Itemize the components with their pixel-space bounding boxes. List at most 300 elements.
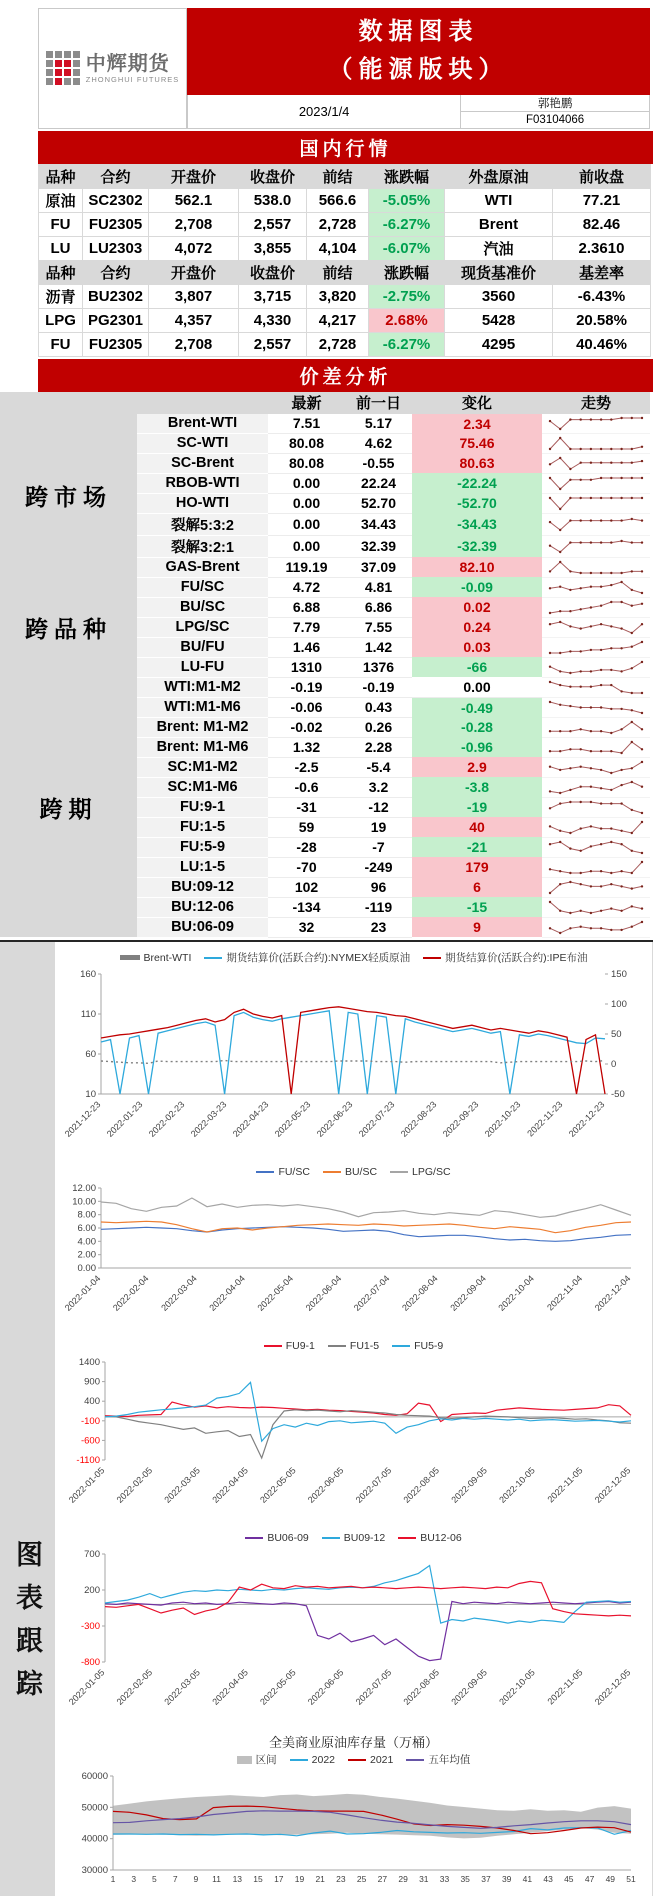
svg-text:4.00: 4.00	[77, 1236, 96, 1248]
chart-fu-calendar-spreads	[55, 1338, 652, 1527]
svg-text:13: 13	[232, 1873, 243, 1884]
svg-text:12.00: 12.00	[72, 1182, 96, 1194]
spread-name: BU:12-06	[137, 897, 268, 917]
svg-text:11: 11	[212, 1873, 222, 1884]
column-header: 前结	[307, 164, 369, 188]
quote-cell: 566.6	[307, 188, 369, 212]
legend-label: 区间	[255, 1754, 277, 1767]
legend-label: BU09-12	[343, 1531, 386, 1544]
spread-name: SC-WTI	[137, 433, 268, 453]
legend-item	[290, 1754, 335, 1766]
spread-prev: -7	[345, 837, 412, 857]
column-header: 合约	[83, 260, 149, 284]
chart-legend	[55, 1338, 652, 1354]
column-header: 涨跌幅	[369, 260, 445, 284]
spread-latest: -134	[268, 897, 345, 917]
spread-name: RBOB-WTI	[137, 473, 268, 493]
svg-text:39: 39	[501, 1873, 512, 1884]
spread-trend	[542, 817, 650, 837]
chart-legend	[55, 1752, 652, 1768]
svg-text:2022-12-04: 2022-12-04	[592, 1273, 633, 1313]
quote-cell: 5428	[445, 308, 553, 332]
svg-text:2022-11-05: 2022-11-05	[545, 1667, 585, 1707]
quote-cell: 4295	[445, 332, 553, 356]
series-IPE布油	[101, 1007, 605, 1094]
svg-text:35: 35	[460, 1873, 470, 1884]
spread-trend	[542, 637, 650, 657]
spread-name: HO-WTI	[137, 493, 268, 513]
svg-text:-800: -800	[80, 1656, 100, 1668]
svg-text:47: 47	[584, 1873, 595, 1884]
svg-text:43: 43	[543, 1873, 553, 1884]
legend-item	[390, 1166, 451, 1178]
spread-prev: 5.17	[345, 414, 412, 434]
spread-change: -21	[412, 837, 542, 857]
spread-prev: 34.43	[345, 513, 412, 535]
logo-text	[86, 54, 180, 84]
spread-row	[0, 677, 650, 697]
svg-text:2022-05-05: 2022-05-05	[258, 1667, 298, 1707]
svg-text:49: 49	[605, 1873, 616, 1884]
svg-text:2022-09-05: 2022-09-05	[449, 1667, 489, 1707]
trend-sparkline	[548, 860, 644, 875]
change-pct-cell: -6.27%	[369, 212, 445, 236]
trend-sparkline	[548, 660, 644, 675]
spread-latest: -28	[268, 837, 345, 857]
spread-name: FU:1-5	[137, 817, 268, 837]
legend-item	[323, 1166, 377, 1178]
spread-name: Brent-WTI	[137, 414, 268, 434]
column-header: 现货基准价	[445, 260, 553, 284]
legend-item	[392, 1340, 443, 1352]
spread-change: -0.49	[412, 697, 542, 717]
spread-trend	[542, 917, 650, 937]
svg-text:2022-09-23: 2022-09-23	[440, 1099, 481, 1139]
spread-latest: 0.00	[268, 493, 345, 513]
spread-change: 2.9	[412, 757, 542, 777]
spread-change: -32.39	[412, 535, 542, 557]
spread-latest: -0.19	[268, 677, 345, 697]
svg-text:2022-09-04: 2022-09-04	[448, 1273, 488, 1313]
spread-change: -52.70	[412, 493, 542, 513]
trend-sparkline	[548, 600, 644, 615]
svg-text:7: 7	[172, 1873, 178, 1884]
chart-tracking-section	[0, 940, 653, 1896]
quote-cell: 3560	[445, 284, 553, 308]
domestic-quotes-table	[38, 164, 651, 357]
spread-change: 6	[412, 877, 542, 897]
series-Brent-WTI	[101, 1060, 605, 1063]
svg-text:2022-05-04: 2022-05-04	[255, 1273, 296, 1313]
spread-change: -34.43	[412, 513, 542, 535]
svg-text:2022-02-23: 2022-02-23	[146, 1099, 187, 1139]
spread-prev: 52.70	[345, 493, 412, 513]
legend-item	[256, 1166, 310, 1178]
spread-change: -0.96	[412, 737, 542, 757]
line-swatch	[256, 1171, 274, 1173]
svg-text:2022-09-05: 2022-09-05	[449, 1465, 489, 1505]
trend-sparkline	[548, 740, 644, 755]
quote-cell: 77.21	[553, 188, 651, 212]
spread-trend	[542, 577, 650, 597]
change-pct-cell: -2.75%	[369, 284, 445, 308]
svg-text:2022-10-05: 2022-10-05	[497, 1667, 537, 1707]
spread-latest: 32	[268, 917, 345, 937]
svg-text:2022-01-04: 2022-01-04	[62, 1273, 103, 1313]
svg-text:2022-07-05: 2022-07-05	[353, 1465, 394, 1505]
trend-sparkline	[548, 720, 644, 735]
line-swatch	[264, 1345, 282, 1347]
svg-text:27: 27	[377, 1873, 388, 1884]
svg-text:-100: -100	[80, 1415, 100, 1427]
spread-prev: 23	[345, 917, 412, 937]
svg-text:19: 19	[294, 1873, 305, 1884]
charts-container	[55, 942, 653, 1896]
quote-cell: 4,330	[239, 308, 307, 332]
spread-prev: 4.81	[345, 577, 412, 597]
spread-latest: -31	[268, 797, 345, 817]
legend-label: 期货结算价(活跃合约):NYMEX轻质原油	[226, 952, 411, 965]
trend-sparkline	[548, 840, 644, 855]
svg-text:2022-05-05: 2022-05-05	[258, 1465, 298, 1505]
quote-cell: 2.3610	[553, 236, 651, 260]
line-swatch	[348, 1759, 366, 1761]
trend-sparkline	[548, 640, 644, 655]
spread-name: LPG/SC	[137, 617, 268, 637]
svg-text:25: 25	[356, 1873, 367, 1884]
quote-cell: 3,820	[307, 284, 369, 308]
column-header: 收盘价	[239, 164, 307, 188]
trend-sparkline	[548, 436, 644, 451]
spread-prev: -0.19	[345, 677, 412, 697]
svg-text:2022-08-05: 2022-08-05	[401, 1465, 442, 1505]
spread-prev: 0.43	[345, 697, 412, 717]
section-banner-spread: 价差分析	[38, 359, 653, 392]
spread-trend	[542, 717, 650, 737]
spread-analysis-table	[0, 392, 650, 938]
spread-latest: 4.72	[268, 577, 345, 597]
spread-change: -22.24	[412, 473, 542, 493]
trend-sparkline	[548, 620, 644, 635]
column-header: 品种	[39, 260, 83, 284]
svg-text:2022-01-23: 2022-01-23	[104, 1099, 145, 1139]
quote-cell: 3,807	[149, 284, 239, 308]
spread-prev: 3.2	[345, 777, 412, 797]
svg-text:50000: 50000	[81, 1802, 108, 1814]
spread-name: LU-FU	[137, 657, 268, 677]
line-swatch	[398, 1537, 416, 1539]
svg-text:8.00: 8.00	[77, 1209, 96, 1221]
trend-sparkline	[548, 580, 644, 595]
legend-item	[348, 1754, 393, 1766]
series-FU/SC	[101, 1226, 631, 1241]
spread-trend	[542, 535, 650, 557]
svg-text:2022-10-05: 2022-10-05	[497, 1465, 537, 1505]
spread-prev: 1.42	[345, 637, 412, 657]
series-LPG/SC	[101, 1198, 631, 1217]
spread-latest: -0.06	[268, 697, 345, 717]
legend-item	[264, 1340, 315, 1352]
spread-trend	[542, 513, 650, 535]
trend-sparkline	[548, 880, 644, 895]
svg-text:2022-02-05: 2022-02-05	[114, 1465, 155, 1505]
quote-row	[39, 308, 651, 332]
svg-text:2022-11-23: 2022-11-23	[525, 1099, 565, 1139]
spread-change: -3.8	[412, 777, 542, 797]
company-name-cn: 中辉期货	[85, 52, 170, 75]
trend-sparkline	[548, 760, 644, 775]
trend-sparkline	[548, 700, 644, 715]
line-swatch	[323, 1171, 341, 1173]
spread-latest: 80.08	[268, 433, 345, 453]
svg-text:23: 23	[336, 1873, 346, 1884]
svg-text:2022-04-23: 2022-04-23	[230, 1099, 271, 1139]
quote-row	[39, 236, 651, 260]
spread-latest: 59	[268, 817, 345, 837]
spread-latest: 1310	[268, 657, 345, 677]
line-swatch	[390, 1171, 408, 1173]
svg-text:37: 37	[481, 1873, 491, 1884]
quote-cell: 2,728	[307, 212, 369, 236]
svg-text:100: 100	[611, 998, 627, 1010]
change-pct-cell: -6.07%	[369, 236, 445, 260]
svg-text:700: 700	[84, 1548, 100, 1560]
report-header	[0, 0, 653, 129]
spread-name: WTI:M1-M6	[137, 697, 268, 717]
column-header: 最新	[268, 392, 345, 414]
quote-cell: 2,728	[307, 332, 369, 356]
quote-cell: 40.46%	[553, 332, 651, 356]
column-header	[137, 392, 268, 414]
logo-mark-icon	[46, 51, 80, 85]
spread-trend	[542, 897, 650, 917]
spread-name: 裂解3:2:1	[137, 535, 268, 557]
svg-text:-1100: -1100	[76, 1454, 100, 1466]
svg-text:200: 200	[84, 1584, 100, 1596]
line-swatch	[204, 957, 222, 959]
svg-text:2022-07-23: 2022-07-23	[356, 1099, 397, 1139]
spread-change: 80.63	[412, 453, 542, 473]
trend-sparkline	[548, 517, 644, 532]
column-header	[0, 392, 137, 414]
chart-us-crude-inventory	[55, 1732, 652, 1893]
spread-trend	[542, 473, 650, 493]
spread-name: FU/SC	[137, 577, 268, 597]
spread-trend	[542, 857, 650, 877]
svg-text:30000: 30000	[81, 1864, 108, 1876]
chart-svg	[55, 1354, 645, 1522]
spread-latest: 0.00	[268, 513, 345, 535]
spread-change: -19	[412, 797, 542, 817]
svg-text:2022-03-04: 2022-03-04	[159, 1273, 199, 1313]
quote-cell: FU	[39, 212, 83, 236]
spread-latest: 1.32	[268, 737, 345, 757]
spread-prev: 0.26	[345, 717, 412, 737]
trend-sparkline	[548, 900, 644, 915]
spread-group-label: 跨市场	[0, 414, 137, 578]
quote-row	[39, 212, 651, 236]
svg-text:2022-03-23: 2022-03-23	[188, 1099, 229, 1139]
svg-text:2022-04-05: 2022-04-05	[210, 1465, 250, 1505]
column-header: 变化	[412, 392, 542, 414]
trend-sparkline	[548, 496, 644, 511]
svg-text:45: 45	[564, 1873, 574, 1884]
svg-text:2022-06-05: 2022-06-05	[305, 1465, 346, 1505]
spread-prev: 1376	[345, 657, 412, 677]
spread-change: -15	[412, 897, 542, 917]
report-title-line2: （能源版块）	[328, 57, 509, 84]
svg-text:2022-01-05: 2022-01-05	[66, 1667, 107, 1707]
chart-section-sidebar	[0, 942, 55, 1896]
trend-sparkline	[548, 416, 644, 431]
report-date: 2023/1/4	[188, 95, 461, 128]
quote-cell: 3,855	[239, 236, 307, 260]
quote-cell: 沥青	[39, 284, 83, 308]
svg-text:60000: 60000	[81, 1770, 108, 1782]
section-banner-domestic: 国内行情	[38, 131, 653, 164]
svg-text:900: 900	[84, 1376, 100, 1388]
legend-item	[406, 1752, 470, 1767]
legend-item	[322, 1532, 385, 1544]
spread-trend	[542, 837, 650, 857]
legend-label: FU1-5	[349, 1339, 380, 1352]
spread-trend	[542, 453, 650, 473]
line-swatch	[245, 1537, 263, 1539]
quote-cell: BU2302	[83, 284, 149, 308]
analyst-cell	[461, 95, 649, 128]
spread-latest: 102	[268, 877, 345, 897]
svg-text:40000: 40000	[81, 1833, 108, 1845]
svg-text:2022-11-04: 2022-11-04	[545, 1273, 585, 1313]
trend-sparkline	[548, 820, 644, 835]
quote-cell: LU2303	[83, 236, 149, 260]
svg-text:60: 60	[85, 1048, 96, 1060]
spread-latest: -70	[268, 857, 345, 877]
thick-swatch	[120, 955, 140, 960]
series-BU/SC	[101, 1221, 631, 1232]
legend-label: FU/SC	[278, 1165, 310, 1178]
spread-latest: 1.46	[268, 637, 345, 657]
svg-text:2022-12-05: 2022-12-05	[592, 1465, 633, 1505]
svg-text:2022-10-23: 2022-10-23	[482, 1099, 523, 1139]
svg-text:2022-08-23: 2022-08-23	[398, 1099, 439, 1139]
svg-text:2022-06-05: 2022-06-05	[305, 1667, 346, 1707]
svg-text:1: 1	[110, 1873, 116, 1884]
spread-trend	[542, 433, 650, 453]
spread-name: BU:09-12	[137, 877, 268, 897]
svg-text:2022-02-04: 2022-02-04	[110, 1273, 151, 1313]
spread-change: -0.28	[412, 717, 542, 737]
line-swatch	[392, 1345, 410, 1347]
column-header: 前一日	[345, 392, 412, 414]
legend-item	[423, 950, 587, 965]
spread-header-row	[0, 392, 650, 414]
spread-latest: -2.5	[268, 757, 345, 777]
quote-cell: 2,708	[149, 212, 239, 236]
column-header: 基差率	[553, 260, 651, 284]
svg-text:29: 29	[398, 1873, 408, 1884]
chart-brent-wti-prices	[55, 950, 652, 1161]
svg-text:-50: -50	[611, 1088, 625, 1100]
line-swatch	[328, 1345, 346, 1347]
legend-item	[237, 1752, 277, 1767]
band-swatch	[237, 1756, 252, 1764]
spread-change: 82.10	[412, 557, 542, 577]
spread-name: WTI:M1-M2	[137, 677, 268, 697]
change-pct-cell: -6.27%	[369, 332, 445, 356]
svg-text:150: 150	[611, 968, 627, 980]
trend-sparkline	[548, 456, 644, 471]
spread-prev: -5.4	[345, 757, 412, 777]
svg-text:3: 3	[131, 1873, 137, 1884]
spread-change: 75.46	[412, 433, 542, 453]
svg-text:1400: 1400	[78, 1356, 100, 1368]
svg-text:2022-07-04: 2022-07-04	[351, 1273, 392, 1313]
spread-name: FU:5-9	[137, 837, 268, 857]
quote-cell: 20.58%	[553, 308, 651, 332]
quote-row	[39, 188, 651, 212]
spread-prev: -249	[345, 857, 412, 877]
svg-text:2022-04-05: 2022-04-05	[210, 1667, 250, 1707]
chart-legend	[55, 950, 652, 966]
quote-cell: 汽油	[445, 236, 553, 260]
spread-name: Brent: M1-M2	[137, 717, 268, 737]
svg-text:51: 51	[626, 1873, 636, 1884]
spread-trend	[542, 697, 650, 717]
spread-trend	[542, 677, 650, 697]
spread-latest: 119.19	[268, 557, 345, 577]
spread-prev: -12	[345, 797, 412, 817]
company-logo	[38, 8, 187, 129]
svg-text:2022-07-05: 2022-07-05	[353, 1667, 394, 1707]
svg-text:2022-12-23: 2022-12-23	[566, 1099, 607, 1139]
spread-group-label: 跨品种	[0, 577, 137, 677]
spread-change: 0.00	[412, 677, 542, 697]
spread-name: SC:M1-M2	[137, 757, 268, 777]
spread-trend	[542, 493, 650, 513]
legend-label: Brent-WTI	[143, 951, 192, 964]
legend-label: LPG/SC	[412, 1165, 451, 1178]
column-header: 走势	[542, 392, 650, 414]
svg-text:2022-11-05: 2022-11-05	[545, 1465, 585, 1505]
spread-latest: 0.00	[268, 473, 345, 493]
column-header: 开盘价	[149, 164, 239, 188]
spread-name: BU:06-09	[137, 917, 268, 937]
svg-text:6.00: 6.00	[77, 1222, 96, 1234]
legend-item	[245, 1532, 308, 1544]
spread-trend	[542, 877, 650, 897]
quote-cell: SC2302	[83, 188, 149, 212]
spread-prev: -119	[345, 897, 412, 917]
spread-change: 40	[412, 817, 542, 837]
quote-row	[39, 284, 651, 308]
quote-cell: 3,715	[239, 284, 307, 308]
spread-prev: 37.09	[345, 557, 412, 577]
column-header: 收盘价	[239, 260, 307, 284]
trend-sparkline	[548, 539, 644, 554]
legend-label: 五年均值	[428, 1754, 471, 1767]
column-header: 涨跌幅	[369, 164, 445, 188]
chart-legend	[55, 1164, 652, 1180]
quote-cell: 4,072	[149, 236, 239, 260]
header-right	[187, 8, 650, 129]
spread-name: SC:M1-M6	[137, 777, 268, 797]
quote-cell: 538.0	[239, 188, 307, 212]
line-swatch	[290, 1759, 308, 1761]
spread-prev: 4.62	[345, 433, 412, 453]
legend-label: 2021	[370, 1753, 394, 1766]
svg-text:15: 15	[253, 1873, 263, 1884]
